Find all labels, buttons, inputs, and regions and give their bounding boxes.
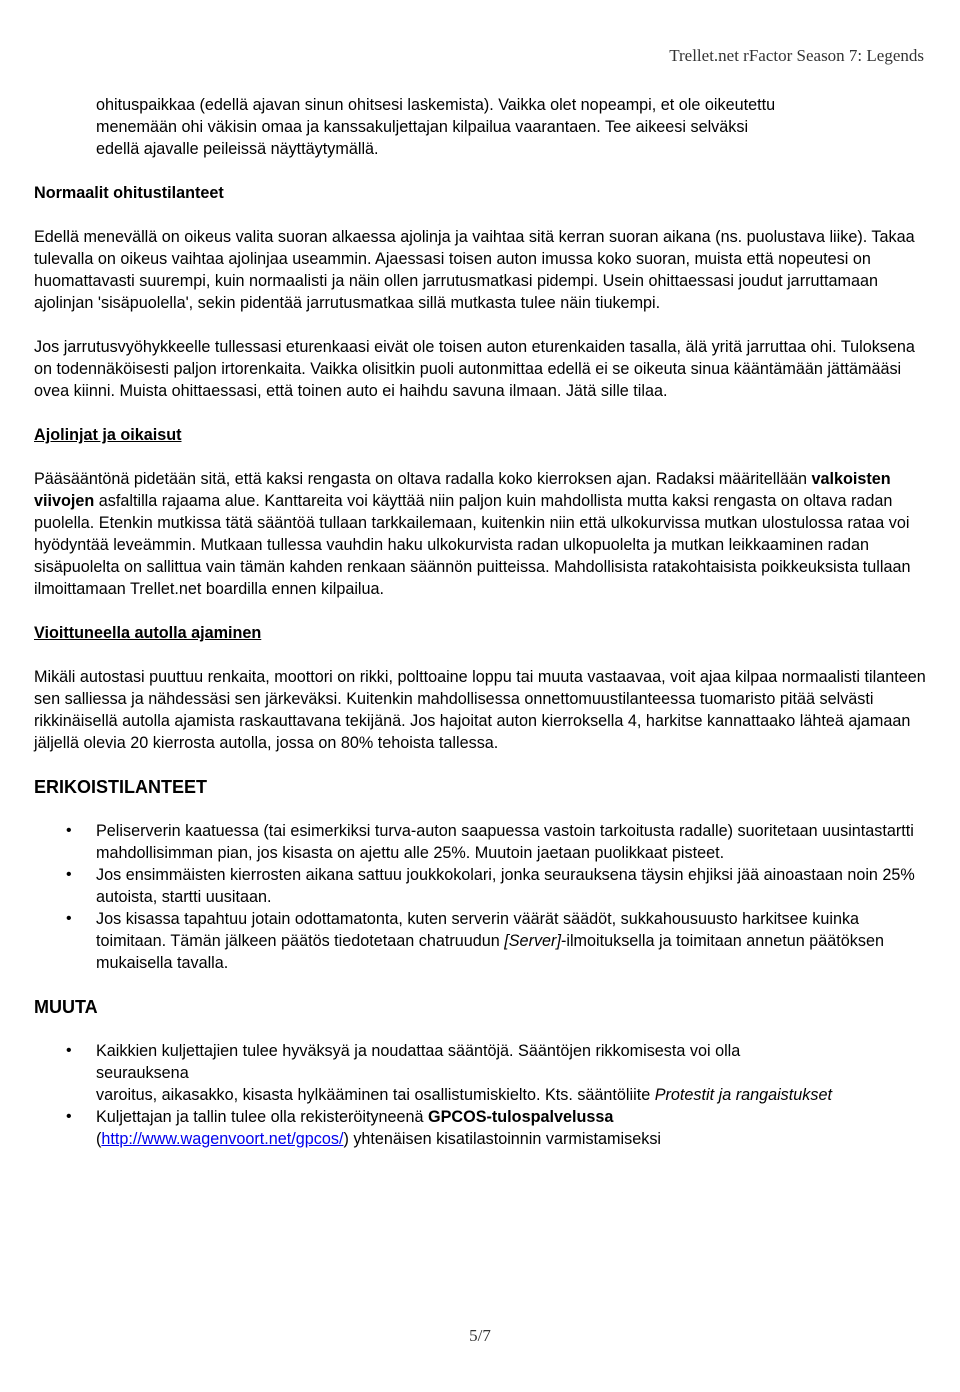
special-situations-heading: ERIKOISTILANTEET bbox=[34, 777, 208, 797]
list-item: • Kaikkien kuljettajien tulee hyväksyä ja noudattaa sääntöjä. Sääntöjen rikkomisesta voi olla seurauksena varoitus, aikasakko, kisasta hylkääminen tai osallistumiskielto. Kts. sääntöliite Protestit ja rangaistukset bbox=[66, 1042, 832, 1104]
gpcos-service-name: GPCOS-tulospalvelussa bbox=[428, 1108, 614, 1126]
bullet-icon: • bbox=[66, 1042, 72, 1059]
list-item: • Jos kisassa tapahtuu jotain odottamatonta, kuten serverin väärät säädöt, sukkahousuusto harkitsee kuinka toimitaan. Tämän jälkeen päätös tiedotetaan chatruudun [Server]-ilmoituksella ja toimitaan annetun päätöksen mukaisella tavalla. bbox=[66, 910, 884, 972]
bullet-icon: • bbox=[66, 866, 72, 883]
normal-overtaking-paragraph-2: Jos jarrutusvyöhykkeelle tullessasi eturenkaasi eivät ole toisen auton eturenkaiden tasalla, älä yritä jarruttaa ohi. Tuloksena on todennäköisesti paljon irtorenkaita. Vaikka olisitkin puoli autonmittaa edellä ei se oikeuta sinua kääntämään jättämääsi ovea kiinni. Muista ohittaessasi, että toinen auto ei haihdu savuna ilmaan. Jätä sille tilaa. bbox=[34, 338, 915, 400]
document-body bbox=[34, 94, 926, 1150]
racing-lines-paragraph: Pääsääntönä pidetään sitä, että kaksi rengasta on oltava radalla koko kierroksen ajan. Radaksi määritellään valkoisten viivojen asfaltilla rajaama alue. Kanttareita voi käyttää niin paljon kuin mahdollista mutta kaksi rengasta on oltava radan puolella. Etenkin mutkissa tätä sääntöä tullaan tarkkailemaan, kuitenkin niin että ulkokurvissa mutkan ulostulossa rataa voi hyödyntää leveämmin. Mutkaan tullessa vauhdin haku ulkokurvista radan ulkopuolelta ja mutkan leikkaaminen radan sisäpuolelta on sallittua vain tämän kahden renkaan säännön puitteissa. Mahdollisista ratakohtaisista poikkeuksista tullaan ilmoittamaan Trellet.net boardilla ennen kilpailua. bbox=[34, 470, 911, 598]
damaged-car-heading: Vioittuneella autolla ajaminen bbox=[34, 624, 262, 642]
misc-list bbox=[34, 1040, 926, 1150]
intro-line-2: menemään ohi väkisin omaa ja kanssakuljettajan kilpailua vaarantaen. Tee aikeesi selväksi bbox=[96, 118, 749, 136]
intro-line-1: ohituspaikkaa (edellä ajavan sinun ohitsesi laskemista). Vaikka olet nopeampi, et ole oikeutettu bbox=[96, 96, 776, 114]
bullet-icon: • bbox=[66, 910, 72, 927]
white-lines-emphasis: valkoisten viivojen bbox=[34, 470, 891, 510]
bullet-icon: • bbox=[66, 822, 72, 839]
protest-appendix-reference: Protestit ja rangaistukset bbox=[654, 1086, 832, 1104]
intro-line-3: edellä ajavalle peileissä näyttäytymällä. bbox=[96, 140, 379, 158]
damaged-car-paragraph: Mikäli autostasi puuttuu renkaita, moottori on rikki, polttoaine loppu tai muuta vastaavaa, voit ajaa kilpaa normaalisti tilanteen sen salliessa ja nähdessäsi sen järkeväksi. Kuitenkin mahdollisessa onnettomuustilanteessa tuomaristo pitää selvästi rikkinäisellä autolla ajamista raskauttavana tekijänä. Jos hajoitat auton kierroksella 4, harkitse kannattaako lähteä ajamaan jäljellä olevia 20 kierrosta autolla, jossa on 80% tehoista tallessa. bbox=[34, 668, 926, 752]
bullet-icon: • bbox=[66, 1108, 72, 1125]
list-item: • Kuljettajan ja tallin tulee olla rekisteröityneenä GPCOS-tulospalvelussa (http://www.wagenvoort.net/gpcos/) yhtenäisen kisatilastoinnin varmistamiseksi bbox=[66, 1108, 662, 1148]
normal-overtaking-paragraph-1: Edellä menevällä on oikeus valita suoran alkaessa ajolinja ja vaihtaa sitä kerran suoran aikana (ns. puolustava liike). Takaa tulevalla on oikeus vaihtaa ajolinjaa useammin. Ajaessasi toisen auton imussa koko suoran, muista että nopeutesi on huomattavasti suurempi, kuin normaalisti ja näin ollen jarrutusmatkasi pidempi. Usein ohittaessasi joudut jarruttamaan ajolinjan 'sisäpuolella', sekin pidentää jarrutusmatkaa sillä mutkasta tulee näin tiukempi. bbox=[34, 228, 915, 312]
page-number: 5/7 bbox=[469, 1326, 491, 1345]
racing-lines-heading: Ajolinjat ja oikaisut bbox=[34, 426, 182, 444]
list-item: • Jos ensimmäisten kierrosten aikana sattuu joukkokolari, jonka seurauksena täysin ehjiksi jää ainoastaan noin 25% autoista, startti uusitaan. bbox=[66, 866, 915, 906]
page-header: Trellet.net rFactor Season 7: Legends bbox=[669, 46, 924, 65]
normal-overtaking-heading: Normaalit ohitustilanteet bbox=[34, 184, 224, 202]
list-item: • Peliserverin kaatuessa (tai esimerkiksi turva-auton saapuessa vastoin tarkoitusta radalle) suoritetaan uusintastartti mahdollisimman pian, jos kisasta on ajettu alle 25%. Muutoin jaetaan puolikkaat pisteet. bbox=[66, 822, 914, 862]
gpcos-link[interactable]: http://www.wagenvoort.net/gpcos/ bbox=[101, 1130, 344, 1148]
special-situations-list bbox=[34, 820, 926, 974]
misc-heading: MUUTA bbox=[34, 997, 98, 1017]
server-tag: [Server] bbox=[504, 932, 561, 950]
